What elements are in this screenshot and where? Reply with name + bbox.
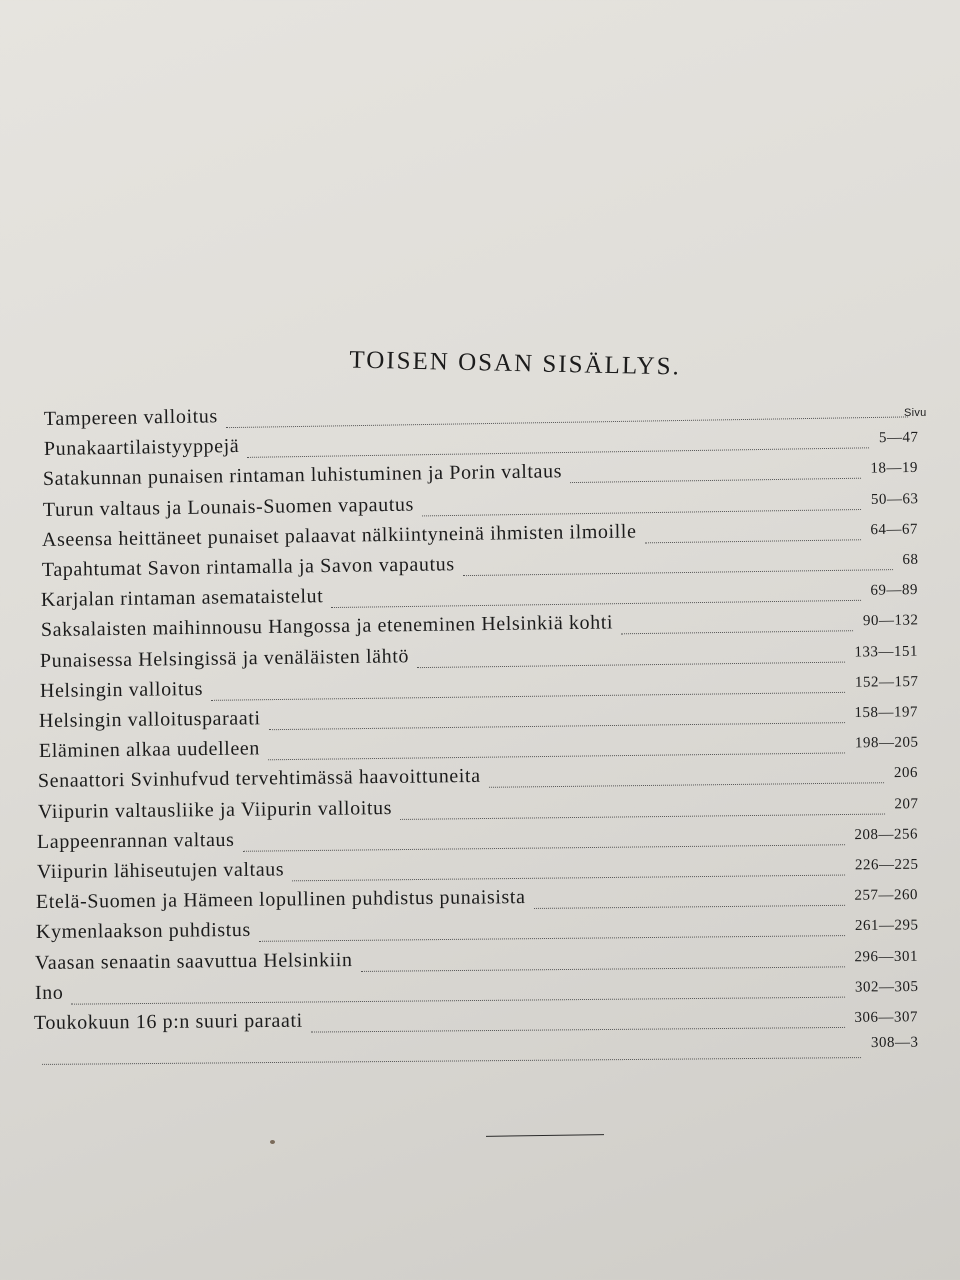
toc-entry-title: Etelä-Suomen ja Hämeen lopullinen puhdistus punaisista [35,886,526,914]
toc-entry-title: Vaasan senaatin saavuttua Helsinkiin [34,948,353,974]
dot-leader [268,752,845,761]
dot-leader [621,630,853,635]
dot-leader [462,568,892,576]
dot-leader [645,538,861,543]
toc-entry-pages: 68 [901,551,919,568]
toc-entry-title: Viipurin valtausliike ja Viipurin valloitus [37,796,392,823]
toc-entry [34,974,918,1010]
page-column-header: Sivu [904,407,927,419]
toc-entry-title: Helsingin valloitus [39,677,203,702]
toc-entry-title: Kymenlaakson puhdistus [35,919,251,944]
toc-entry-pages: 207 [893,795,919,813]
toc-entry-pages: 308—3 [870,1034,918,1052]
toc-entry [34,1004,918,1040]
toc-entry-pages: 158—197 [854,704,919,722]
toc-entry-pages: 306—307 [854,1009,919,1026]
toc-entry-title: Eläminen alkaa uudelleen [38,737,260,763]
toc-entry [35,913,918,950]
toc-entry-title: Lappeenrannan valtaus [36,828,235,853]
toc-entry-title: Ino [34,981,64,1004]
toc-entry-pages: 50—63 [870,490,919,508]
toc-entry-pages: 64—67 [870,521,919,538]
toc-entry-pages: 69—89 [870,582,919,599]
toc-entry-pages: 133—151 [854,643,919,661]
dot-leader [534,904,845,909]
dot-leader [269,721,845,730]
toc-entry-title: Tampereen valloitus [43,405,218,430]
dot-leader [211,691,845,701]
toc-entry [35,943,918,979]
toc-entry-title: Satakunnan punaisen rintaman luhistuminen ja Porin valtaus [42,460,563,491]
dot-leader [400,812,884,819]
toc-entry-pages: 18—19 [870,460,919,477]
dot-leader [292,874,845,882]
dot-leader [489,782,884,789]
toc-entry-title: Senaattori Svinhufvud tervehtimässä haavoittuneita [37,765,481,793]
dot-leader [311,1026,845,1033]
toc-entry-pages: 152—157 [854,673,919,691]
toc-entry-pages: 257—260 [854,887,919,904]
dot-leader [42,1056,861,1065]
toc-entry-pages: 208—256 [854,826,919,843]
dot-leader [422,508,861,516]
toc-entry-title: Tapahtumat Savon rintamalla ja Savon vapautus [41,553,455,581]
toc-entry-title: Aseensa heittäneet punaiset palaavat nälkiintyneinä ihmisten ilmoille [41,520,637,551]
toc-entry-title: Punaisessa Helsingissä ja venäläisten lähtö [39,644,410,672]
dot-leader [258,934,844,942]
page-title: TOISEN OSAN SISÄLLYS. [349,346,682,381]
toc-entry-pages: 302—305 [854,978,919,996]
toc-entry-title: Saksalaisten maihinnousu Hangossa ja eteneminen Helsinkiä kohti [40,611,613,642]
toc-entry-title: Punakaartilaistyyppejä [43,435,239,461]
toc-entry-pages: 296—301 [854,948,919,965]
dot-leader [361,965,845,972]
toc-entry-pages: 198—205 [854,734,919,752]
toc-entry-title: Karjalan rintaman asemataistelut [40,585,324,612]
toc-entry-pages: 90—132 [862,612,919,630]
dot-leader [243,843,845,852]
toc-entry-pages: 261—295 [854,917,919,935]
toc-entry [33,1035,918,1070]
toc-entry-pages: 5—47 [878,429,919,447]
dot-leader [417,660,844,668]
toc-entry-pages: 206 [893,765,919,782]
toc-entry-title: Helsingin valloitusparaati [38,707,261,732]
toc-entry-title: Toukokuun 16 p:n suuri paraati [33,1009,303,1034]
dot-leader [71,995,845,1004]
toc-entry-title: Viipurin lähiseutujen valtaus [36,858,284,883]
dot-leader [570,477,860,483]
toc-entry-pages: 226—225 [854,856,919,874]
dot-leader [332,599,861,608]
toc-entry-title: Turun valtaus ja Lounais-Suomen vapautus [42,493,414,521]
paper-fleck [270,1140,275,1144]
